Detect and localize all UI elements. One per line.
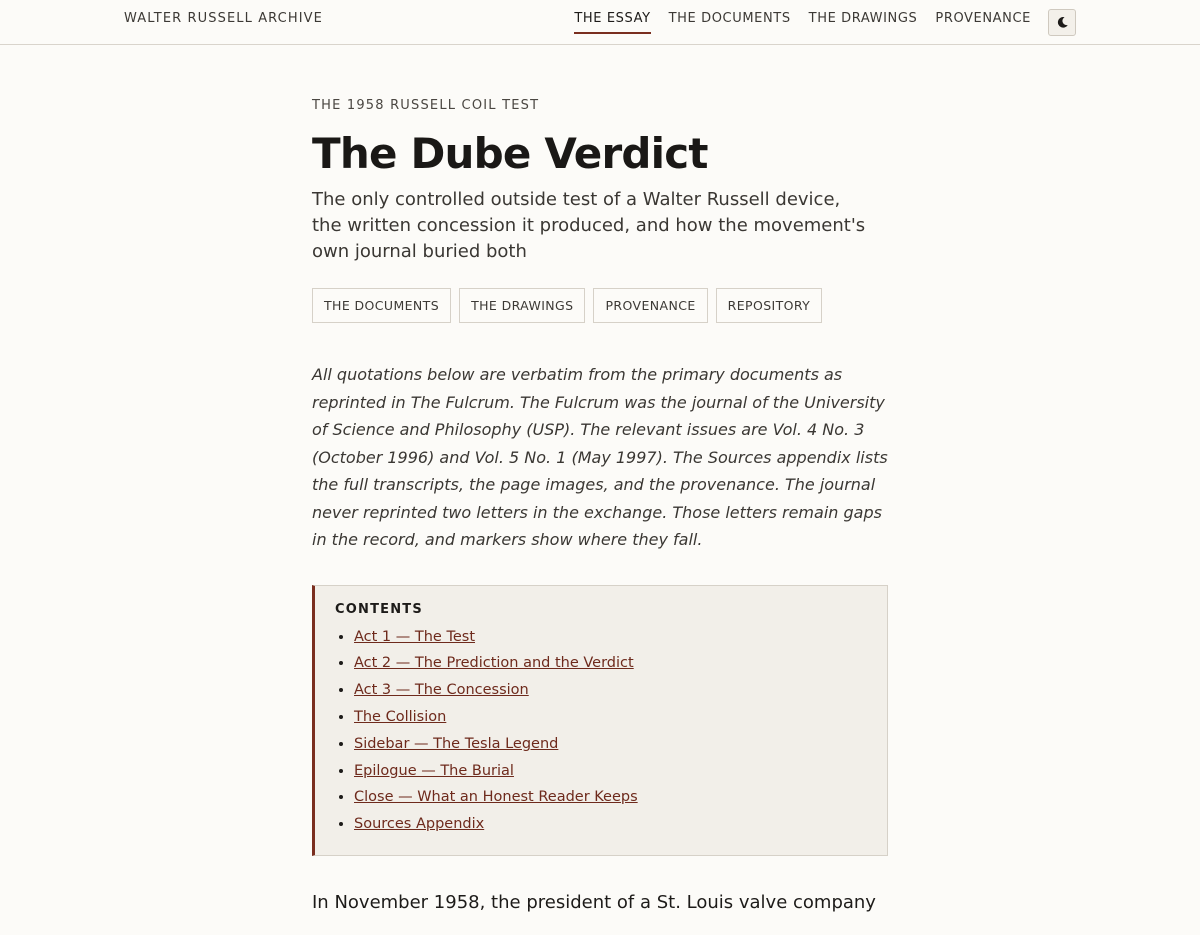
toc-heading: CONTENTS (335, 601, 423, 617)
article-kicker: THE 1958 RUSSELL COIL TEST (312, 98, 540, 113)
intro-note: All quotations below are verbatim from the primary documents as reprinted in The Fulcrum. The Fulcrum was the journal of the University of Science and Philosophy (USP). The relevant issues are Vol. 4 No. 3 (October 1996) and Vol. 5 No. 1 (May 1997). The Sources appendix lists the full transcripts, the page images, and the provenance. The journal never reprinted two letters in the exchange. Those letters remain gaps in the record, and markers show where they fall. (312, 365, 888, 550)
list-item (354, 758, 867, 785)
list-item (354, 811, 867, 838)
list-item (354, 677, 867, 704)
toc-link-sidebar[interactable]: Sidebar — The Tesla Legend (354, 735, 559, 752)
toc-list (335, 624, 867, 838)
main-nav (574, 11, 1031, 34)
table-of-contents (312, 585, 888, 856)
toc-link-act-3[interactable]: Act 3 — The Concession (354, 682, 529, 699)
list-item (354, 704, 867, 731)
tag-link-the-documents[interactable]: THE DOCUMENTS (312, 288, 451, 323)
article (312, 98, 888, 935)
toc-link-sources-appendix[interactable]: Sources Appendix (354, 816, 485, 833)
list-item (354, 624, 867, 651)
tag-link-the-drawings[interactable]: THE DRAWINGS (459, 288, 585, 323)
tag-link-provenance[interactable]: PROVENANCE (593, 288, 707, 323)
article-subtitle: The only controlled outside test of a Walter Russell device, the written concession it produced, and how the movement's own journal buried both (312, 189, 866, 263)
toc-link-epilogue[interactable]: Epilogue — The Burial (354, 762, 514, 779)
list-item (354, 731, 867, 758)
theme-toggle-button[interactable] (1048, 9, 1076, 36)
article-title: The Dube Verdict (312, 129, 708, 178)
toc-link-close[interactable]: Close — What an Honest Reader Keeps (354, 789, 638, 806)
nav-item-the-essay[interactable]: THE ESSAY (574, 11, 650, 34)
tag-link-repository[interactable]: REPOSITORY (716, 288, 823, 323)
top-bar (0, 0, 1200, 45)
toc-link-act-2[interactable]: Act 2 — The Prediction and the Verdict (354, 655, 634, 672)
nav-item-the-documents[interactable]: THE DOCUMENTS (668, 11, 791, 26)
body-paragraph: In November 1958, the president of a St. Louis valve company (312, 892, 876, 914)
moon-icon (1056, 16, 1069, 29)
toc-link-act-1[interactable]: Act 1 — The Test (354, 628, 476, 645)
nav-item-the-drawings[interactable]: THE DRAWINGS (808, 11, 918, 26)
site-title-link[interactable]: WALTER RUSSELL ARCHIVE (124, 11, 323, 26)
toc-link-collision[interactable]: The Collision (354, 709, 447, 726)
list-item (354, 650, 867, 677)
section-links (312, 288, 888, 323)
nav-item-provenance[interactable]: PROVENANCE (935, 11, 1031, 26)
list-item (354, 784, 867, 811)
